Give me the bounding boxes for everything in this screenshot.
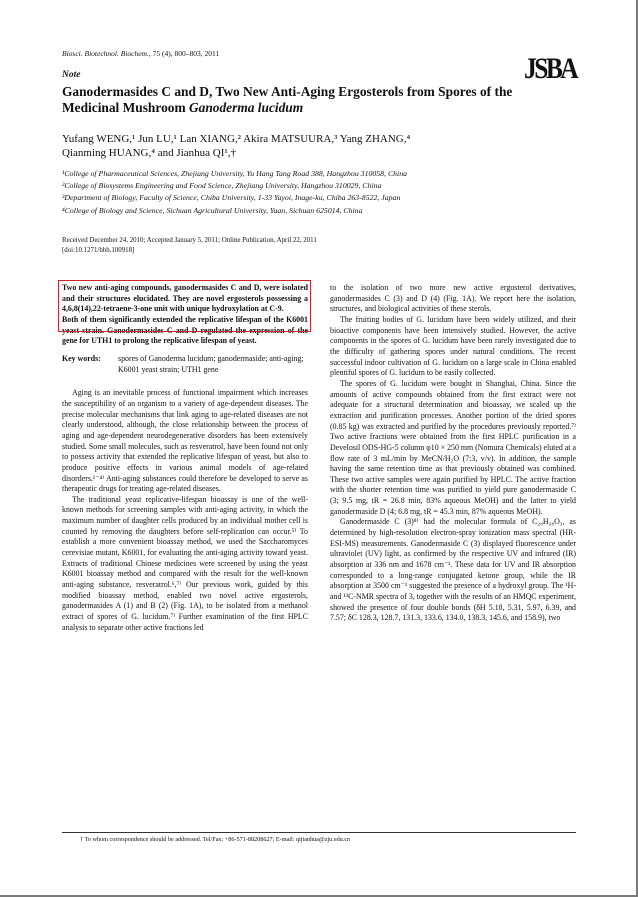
abstract-rest: Both of them significantly extended the replicative lifespan of the K6001 yeast strain. Ganodermasides C and D regulated the expression of the gene for UTH1 to prolong the replicative lifespan of yeast. [62, 314, 308, 346]
intro-paragraph-1: Aging is an inevitable process of functional impairment which increases the susceptibility of an organism to a variety of age-dependent diseases. The precise molecular mechanisms that link aging to age-related diseases are not clearly understood, although, the close relationship between the process of aging and age-dependent neurodegenerative disorders has been extensively studied. Some small molecules, such as resveratrol, have been found not only to possess activity that extended the replicative lifespan of yeast, but also to produce positive effects in various animal models of age-related disorders.¹⁻⁴⁾ Anti-aging substances could therefore be developed to serve as therapeutic drugs for treating age-related diseases. [62, 388, 308, 494]
body-paragraph-4: Ganodermaside C (3)⁸⁾ had the molecular formula of C₂₈H₃₈O₃, as determined by high-resolution electron-spray ionization mass spectral (HR-ESI-MS) measurements. Ganodermaside C (3) displayed fluorescence under ultraviolet (UV) light, as confirmed by the respective UV and infrared (IR) absorption at 336 nm and 1678 cm⁻¹. These data for UV and IR absorption corresponded to a long-range conjugated ketone group, while the IR absorption at 3500 cm⁻¹ suggested the presence of a hydroxyl group. The ¹H- and ¹³C-NMR spectra of 3, together with the results of an HMQC experiment, showed the presence of four double bonds (δH 5.18, 5.31, 5.97, 6.39, and 7.57; δC 128.3, 128.7, 131.3, 133.6, 134.0, 138.3, 145.6, and 158.9), two [330, 517, 576, 623]
doi-link[interactable]: [doi:10.1271/bbb.100918] [62, 247, 135, 254]
affiliations [62, 168, 582, 217]
body-paragraph-3: The spores of G. lucidum were bought in Shanghai, China. Since the amounts of active compounds obtained from the first extract were not adequate for a structural determination and bioassay, we scaled up the extraction and purification processes. Another portion of the dried spores (0.85 kg) was extracted and purified by the procedures previously reported.⁷⁾ Two active fractions were obtained from the first HPLC purification in a Develosil ODS-HG-5 column φ10 × 250 mm (Nomura Chemicals) eluted at a flow rate of 3 mL/min by MeCN/H₂O (7:3, v/v). In addition, the sample having the same retention time as that previously obtained was combined. These two active samples were again purified by HPLC. The active fraction with the shorter retention time was purified to yield pure ganodermaside C (3; 9.5 mg, tR = 26.8 min, 83% aqueous MeOH) and the latter to yield ganodermaside D (4; 6.8 mg, tR = 45.3 min, 87% aqueous MeOH). [330, 378, 576, 516]
authors-line-2: Qianming HUANG,⁴ and Jianhua QI¹,† [62, 147, 236, 159]
title-species: Ganoderma lucidum [188, 100, 304, 115]
keywords-label: Key words: [62, 353, 101, 363]
affiliation-1: ¹College of Pharmaceutical Sciences, Zhejiang University, Yu Hang Tang Road 388, Hangzhou 310058, China [62, 169, 408, 178]
keywords [62, 354, 308, 375]
received-dates: Received December 24, 2010; Accepted January 5, 2011; Online Publication, April 22, 2011 [62, 237, 317, 244]
note-label: Note [62, 70, 81, 80]
keywords-text: spores of Ganoderma lucidum; ganodermaside; anti-aging; K6001 yeast strain; UTH1 gene [118, 353, 304, 374]
footnote-rule [62, 832, 576, 833]
authors [62, 132, 562, 160]
affiliation-3: ³Department of Biology, Faculty of Science, Chiba University, 1-33 Yayoi, Inage-ku, Chiba 263-8522, Japan [62, 193, 401, 203]
body-paragraph-1: to the isolation of two more new active ergosterol derivatives, ganodermasides C (3) and D (4) (Fig. 1A). We report here the isolation, structures, and biological activities of these sterols. [330, 283, 576, 314]
journal-citation: 75 (4), 800–803, 2011 [152, 49, 220, 58]
paper-title [62, 84, 562, 116]
title-main: Ganodermasides C and D, Two New Anti-Aging Ergosterols from Spores of the Medicinal Mushroom [62, 84, 513, 115]
journal-name: Biosci. Biotechnol. Biochem., [62, 49, 151, 58]
intro-paragraph-2: The traditional yeast replicative-lifespan bioassay is one of the well-known methods for screening samples with anti-aging activity, in which the maximum number of daughter cells produced by an individual mother cell is counted by removing the daughters before self-replication can occur.⁵⁾ To establish a more convenient bioassay method, we used the Saccharomyces cerevisiae mutant, K6001, for evaluating the anti-aging activity toward yeast. Extracts of traditional Chinese medicines were screened by using the yeast K6001 bioassay method and compared with the result for the well-known anti-aging substance, resveratrol.⁶,⁷⁾ Our previous work, guided by this modified bioassay method, enabled two novel active ergosterols, ganodermasides A (1) and B (2) (Fig. 1A), to be isolated from a methanol extract of spores of G. lucidum.⁷⁾ Further examination of the first HPLC analysis to separate other active fractions led [62, 494, 308, 632]
affiliation-2: ²College of Biosystems Engineering and Food Science, Zhejiang University, Hangzhou 310029, China [62, 181, 382, 191]
body-paragraph-2: The fruiting bodies of G. lucidum have been widely utilized, and their bioactive components have been intensively studied. However, the active components in the spores of G. lucidum have been rarely investigated due to the difficulty of gathering spores under natural conditions. The recent successful indoor cultivation of G. lucidum on a large scale in China enabled plentiful spores of G. lucidum to be easily collected. [330, 314, 576, 378]
authors-line-1: Yufang WENG,¹ Jun LU,¹ Lan XIANG,² Akira MATSUURA,³ Yang ZHANG,⁴ [62, 133, 411, 145]
journal-header [62, 49, 219, 58]
abstract-highlighted: Two new anti-aging compounds, ganodermasides C and D, were isolated and their structures elucidated. They are novel ergosterols possessing a 4,6,8(14),22-tetraene-3-one unit with unique hydroxylation at C-9. [62, 283, 308, 314]
affiliation-4: ⁴College of Biology and Science, Sichuan Agricultural University, Yaan, Sichuan 625014, China [62, 205, 363, 215]
received-info [62, 236, 317, 256]
right-column [330, 283, 576, 624]
jsba-logo: JSBA [524, 52, 577, 85]
abstract-highlighted-block [62, 283, 308, 315]
correspondence-footnote: † To whom correspondence should be addressed. Tel/Fax: +86-571-88208627; E-mail: qijianhua@zju.edu.cn [80, 836, 351, 843]
left-column [62, 283, 308, 633]
